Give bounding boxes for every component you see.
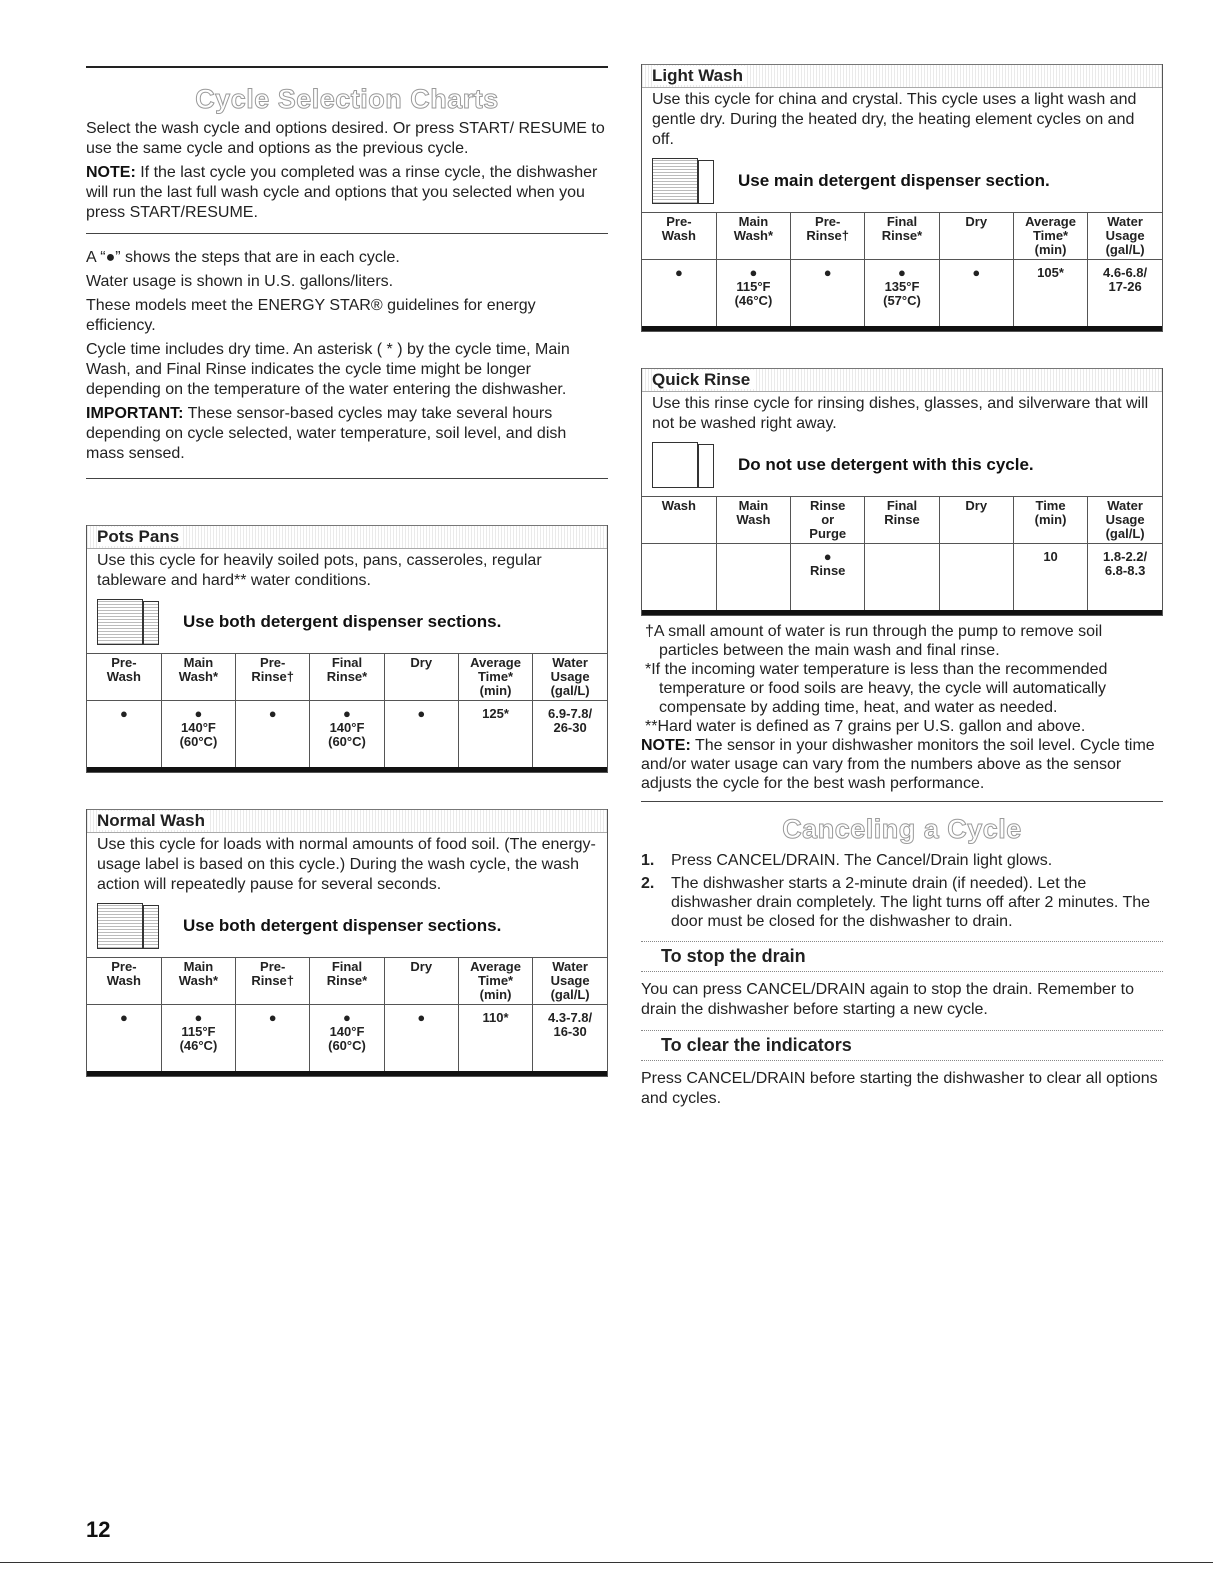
step-number: 1. <box>641 852 655 869</box>
column-header: Final Rinse* <box>865 213 939 260</box>
cycle-title <box>87 809 607 833</box>
detergent-dispenser-both-icon <box>97 903 159 949</box>
table-cell <box>939 544 1013 613</box>
table-cell: ● Rinse <box>791 544 865 613</box>
detergent-instruction: Use main detergent dispenser section. <box>738 171 1050 190</box>
important-text: These sensor-based cycles may take several hours depending on cycle selected, water temperature, soil level, and dish mass sensed. <box>86 405 567 462</box>
table-header-row <box>642 497 1162 544</box>
table-cell: ● 115°F (46°C) <box>716 260 790 329</box>
sensor-note <box>641 736 1163 793</box>
detergent-dispenser-empty-icon <box>652 442 714 488</box>
column-header: Rinse or Purge <box>791 497 865 544</box>
cycle-table <box>642 212 1162 331</box>
column-header: Pre- Wash <box>87 958 161 1005</box>
table-cell: ● 140°F (60°C) <box>310 1005 384 1074</box>
footnote-double-asterisk: **Hard water is defined as 7 grains per U.S. gallon and above. <box>645 718 1086 735</box>
detergent-instruction: Use both detergent dispenser sections. <box>183 612 502 631</box>
step-text: The dishwasher starts a 2-minute drain (if needed). Let the dishwasher drain completely. The light turns off after 2 minutes. The door must be closed for the dishwasher to drain. <box>671 875 1151 930</box>
cycle-card-pots-pans <box>86 525 608 773</box>
table-cell: ● <box>384 1005 458 1074</box>
table-row <box>87 701 607 770</box>
column-header: Final Rinse* <box>310 958 384 1005</box>
footnotes <box>641 622 1163 793</box>
column-header: Time (min) <box>1013 497 1087 544</box>
column-header: Water Usage (gal/L) <box>1088 213 1162 260</box>
detergent-row <box>87 895 607 957</box>
column-header: Pre- Wash <box>642 213 716 260</box>
table-header-row <box>87 958 607 1005</box>
detergent-instruction: Do not use detergent with this cycle. <box>738 455 1034 474</box>
important-label: IMPORTANT: <box>86 405 184 422</box>
cycle-table <box>642 496 1162 615</box>
cycle-card-light-wash <box>641 64 1163 332</box>
cycle-description: Use this cycle for loads with normal amounts of food soil. (The energy-usage label is based on this cycle.) During the wash cycle, the wash action will repeatedly pause for several seconds. <box>97 836 596 893</box>
cycle-title-text: Quick Rinse <box>652 370 754 389</box>
divider <box>86 478 608 479</box>
cycle-title <box>642 64 1162 88</box>
column-header: Wash <box>642 497 716 544</box>
detergent-row <box>642 150 1162 212</box>
note-label: NOTE: <box>641 737 691 754</box>
cycle-title <box>642 368 1162 392</box>
clear-indicators-text: Press CANCEL/DRAIN before starting the dishwasher to clear all options and cycles. <box>641 1070 1158 1107</box>
column-header: Water Usage (gal/L) <box>1088 497 1162 544</box>
table-cell: ● <box>384 701 458 770</box>
footnote-dagger: †A small amount of water is run through the pump to remove soil particles between the main wash and final rinse. <box>645 623 1103 659</box>
note-text: The sensor in your dishwasher monitors the soil level. Cycle time and/or water usage can vary from the numbers above as the sensor adjusts the cycle for the best wash performance. <box>641 737 1155 792</box>
step-item <box>641 851 1163 870</box>
footnote-asterisk: *If the incoming water temperature is less than the recommended temperature or food soils are heavy, the cycle will automatically compensate by adding time, heat, and water as needed. <box>645 661 1108 716</box>
page-number: 12 <box>86 1517 111 1542</box>
table-cell: 125* <box>458 701 532 770</box>
column-header: Dry <box>384 654 458 701</box>
table-cell: 4.6-6.8/ 17-26 <box>1088 260 1162 329</box>
column-header: Main Wash* <box>161 654 235 701</box>
bottom-rule <box>0 1562 1213 1563</box>
column-header: Final Rinse <box>865 497 939 544</box>
table-header-row <box>87 654 607 701</box>
table-cell: 1.8-2.2/ 6.8-8.3 <box>1088 544 1162 613</box>
table-cell <box>716 544 790 613</box>
table-cell: ● <box>939 260 1013 329</box>
intro-text: Select the wash cycle and options desired. Or press START/ RESUME to use the same cycle and options as the previous cycle. <box>86 120 605 157</box>
column-header: Water Usage (gal/L) <box>533 654 607 701</box>
column-header: Average Time* (min) <box>1013 213 1087 260</box>
detergent-row <box>642 434 1162 496</box>
column-header: Dry <box>939 213 1013 260</box>
cycle-description: Use this cycle for china and crystal. This cycle uses a light wash and gentle dry. During the heated dry, the heating element cycles on and off. <box>652 91 1137 148</box>
detergent-dispenser-main-icon <box>652 158 714 204</box>
column-header: Pre- Rinse† <box>236 958 310 1005</box>
step-item <box>641 874 1163 931</box>
cycle-description: Use this rinse cycle for rinsing dishes, glasses, and silverware that will not be washed right away. <box>652 395 1149 432</box>
column-header: Dry <box>939 497 1013 544</box>
column-header: Dry <box>384 958 458 1005</box>
table-cell: ● <box>236 1005 310 1074</box>
table-cell: 6.9-7.8/ 26-30 <box>533 701 607 770</box>
cycle-title-text: Pots Pans <box>97 527 183 546</box>
column-header: Main Wash* <box>716 213 790 260</box>
table-cell: ● 140°F (60°C) <box>161 701 235 770</box>
column-header: Average Time* (min) <box>458 958 532 1005</box>
table-cell: 4.3-7.8/ 16-30 <box>533 1005 607 1074</box>
divider <box>641 801 1163 802</box>
subheading-clear-indicators: To clear the indicators <box>641 1030 1163 1061</box>
step-number: 2. <box>641 875 655 892</box>
section-title: Canceling a Cycle <box>782 814 1022 844</box>
table-cell: ● <box>87 701 161 770</box>
dot-explainer: A “●” shows the steps that are in each cycle. <box>86 249 400 266</box>
column-header: Water Usage (gal/L) <box>533 958 607 1005</box>
cycle-card-quick-rinse <box>641 368 1163 616</box>
table-cell: ● <box>87 1005 161 1074</box>
table-cell: 105* <box>1013 260 1087 329</box>
divider <box>86 233 608 234</box>
column-header: Main Wash <box>716 497 790 544</box>
note-label: NOTE: <box>86 164 136 181</box>
table-cell <box>642 544 716 613</box>
table-cell: 10 <box>1013 544 1087 613</box>
right-column <box>641 64 1163 1113</box>
cancel-steps <box>641 851 1163 931</box>
top-rule <box>86 66 608 68</box>
detergent-dispenser-both-icon <box>97 599 159 645</box>
detergent-instruction: Use both detergent dispenser sections. <box>183 916 502 935</box>
column-header: Final Rinse* <box>310 654 384 701</box>
water-usage-text: Water usage is shown in U.S. gallons/liters. <box>86 273 394 290</box>
table-row <box>642 544 1162 613</box>
cycle-title <box>87 525 607 549</box>
table-cell: ● 135°F (57°C) <box>865 260 939 329</box>
table-cell: 110* <box>458 1005 532 1074</box>
table-cell: ● 140°F (60°C) <box>310 701 384 770</box>
note-text: If the last cycle you completed was a rinse cycle, the dishwasher will run the last full wash cycle and options that you selected when you press START/RESUME. <box>86 164 598 221</box>
table-cell <box>865 544 939 613</box>
cycle-table <box>87 957 607 1076</box>
cycle-title-text: Normal Wash <box>97 811 209 830</box>
cycle-description: Use this cycle for heavily soiled pots, pans, casseroles, regular tableware and hard** water conditions. <box>97 552 542 589</box>
table-cell: ● 115°F (46°C) <box>161 1005 235 1074</box>
table-cell: ● <box>236 701 310 770</box>
table-cell: ● <box>642 260 716 329</box>
cycle-table <box>87 653 607 772</box>
cycle-card-normal-wash <box>86 809 608 1077</box>
table-row <box>642 260 1162 329</box>
step-text: Press CANCEL/DRAIN. The Cancel/Drain light glows. <box>671 852 1053 869</box>
column-header: Main Wash* <box>161 958 235 1005</box>
column-header: Pre- Rinse† <box>791 213 865 260</box>
left-column <box>86 66 608 1077</box>
note-paragraph <box>86 163 608 223</box>
important-paragraph <box>86 404 608 464</box>
column-header: Pre- Rinse† <box>236 654 310 701</box>
stop-drain-text: You can press CANCEL/DRAIN again to stop the drain. Remember to drain the dishwasher before starting a new cycle. <box>641 981 1134 1018</box>
section-title: Cycle Selection Charts <box>195 84 499 114</box>
column-header: Pre- Wash <box>87 654 161 701</box>
cycle-time-text: Cycle time includes dry time. An asterisk ( * ) by the cycle time, Main Wash, and Final Rinse indicates the cycle time might be longer depending on the temperature of the water entering the dishwasher. <box>86 341 570 398</box>
table-cell: ● <box>791 260 865 329</box>
table-header-row <box>642 213 1162 260</box>
subheading-stop-drain: To stop the drain <box>641 941 1163 972</box>
column-header: Average Time* (min) <box>458 654 532 701</box>
table-row <box>87 1005 607 1074</box>
energy-star-text: These models meet the ENERGY STAR® guidelines for energy efficiency. <box>86 297 536 334</box>
cycle-title-text: Light Wash <box>652 66 747 85</box>
detergent-row <box>87 591 607 653</box>
